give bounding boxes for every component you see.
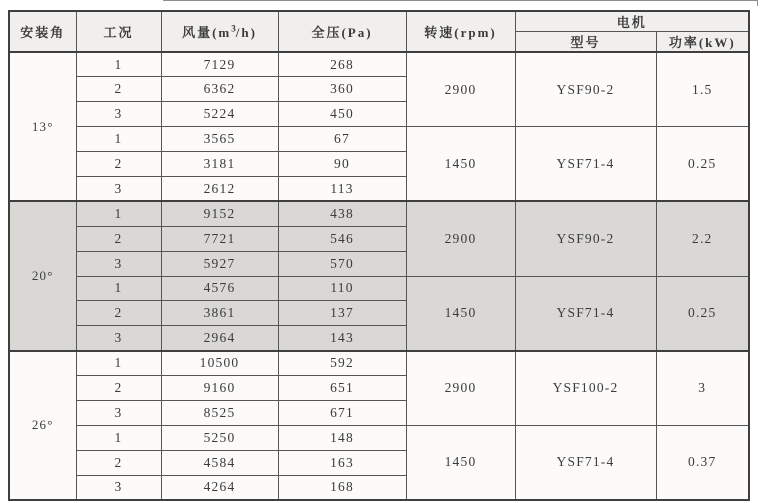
- table-row: [9, 351, 749, 376]
- model-cell: YSF90-2: [515, 52, 656, 127]
- airflow-cell: 3861: [161, 301, 278, 326]
- speed-cell: 1450: [406, 276, 515, 351]
- header-motor: 电机: [515, 11, 749, 32]
- airflow-cell: 3565: [161, 127, 278, 152]
- condition-cell: 3: [76, 251, 161, 276]
- condition-cell: 2: [76, 77, 161, 102]
- table-row: [9, 127, 749, 152]
- header-speed: 转速(rpm): [406, 11, 515, 52]
- model-cell: YSF71-4: [515, 127, 656, 202]
- pressure-cell: 143: [278, 326, 406, 351]
- condition-cell: 1: [76, 351, 161, 376]
- condition-cell: 2: [76, 152, 161, 177]
- airflow-cell: 7129: [161, 52, 278, 77]
- pressure-cell: 67: [278, 127, 406, 152]
- header-airflow-superscript: 3: [231, 23, 236, 34]
- condition-cell: 3: [76, 326, 161, 351]
- condition-cell: 3: [76, 400, 161, 425]
- airflow-cell: 9152: [161, 201, 278, 226]
- header-condition: 工况: [76, 11, 161, 52]
- angle-cell: 13°: [9, 52, 76, 201]
- fan-spec-table: [8, 10, 750, 501]
- airflow-cell: 5927: [161, 251, 278, 276]
- angle-cell: 26°: [9, 351, 76, 500]
- table-row: [9, 201, 749, 226]
- header-airflow: [161, 11, 278, 52]
- condition-cell: 2: [76, 226, 161, 251]
- model-cell: YSF100-2: [515, 351, 656, 426]
- model-cell: YSF71-4: [515, 276, 656, 351]
- power-cell: 0.25: [656, 276, 749, 351]
- condition-cell: 1: [76, 52, 161, 77]
- header-airflow-suffix: /h): [235, 25, 257, 40]
- pressure-cell: 546: [278, 226, 406, 251]
- condition-cell: 3: [76, 102, 161, 127]
- header-power: 功率(kW): [656, 32, 749, 53]
- pressure-cell: 110: [278, 276, 406, 301]
- condition-cell: 2: [76, 376, 161, 401]
- airflow-cell: 4264: [161, 475, 278, 500]
- airflow-cell: 10500: [161, 351, 278, 376]
- airflow-cell: 6362: [161, 77, 278, 102]
- table-row: [9, 276, 749, 301]
- condition-cell: 1: [76, 127, 161, 152]
- airflow-cell: 2612: [161, 176, 278, 201]
- angle-cell: 20°: [9, 201, 76, 350]
- table-header: [9, 11, 749, 52]
- header-model: 型号: [515, 32, 656, 53]
- speed-cell: 1450: [406, 127, 515, 202]
- pressure-cell: 168: [278, 475, 406, 500]
- pressure-cell: 570: [278, 251, 406, 276]
- condition-cell: 3: [76, 176, 161, 201]
- pressure-cell: 450: [278, 102, 406, 127]
- model-cell: YSF90-2: [515, 201, 656, 276]
- airflow-cell: 5224: [161, 102, 278, 127]
- power-cell: 1.5: [656, 52, 749, 127]
- table-body: [9, 52, 749, 500]
- airflow-cell: 7721: [161, 226, 278, 251]
- crop-artifact-corner-tick: [757, 0, 758, 6]
- pressure-cell: 113: [278, 176, 406, 201]
- pressure-cell: 438: [278, 201, 406, 226]
- airflow-cell: 9160: [161, 376, 278, 401]
- condition-cell: 2: [76, 301, 161, 326]
- power-cell: 2.2: [656, 201, 749, 276]
- power-cell: 0.37: [656, 425, 749, 500]
- airflow-cell: 4576: [161, 276, 278, 301]
- pressure-cell: 163: [278, 450, 406, 475]
- header-angle: 安装角: [9, 11, 76, 52]
- model-cell: YSF71-4: [515, 425, 656, 500]
- condition-cell: 3: [76, 475, 161, 500]
- airflow-cell: 8525: [161, 400, 278, 425]
- power-cell: 3: [656, 351, 749, 426]
- pressure-cell: 592: [278, 351, 406, 376]
- airflow-cell: 5250: [161, 425, 278, 450]
- crop-artifact-top-line: [163, 0, 758, 1]
- pressure-cell: 360: [278, 77, 406, 102]
- condition-cell: 1: [76, 201, 161, 226]
- airflow-cell: 3181: [161, 152, 278, 177]
- condition-cell: 2: [76, 450, 161, 475]
- airflow-cell: 2964: [161, 326, 278, 351]
- pressure-cell: 671: [278, 400, 406, 425]
- condition-cell: 1: [76, 276, 161, 301]
- condition-cell: 1: [76, 425, 161, 450]
- pressure-cell: 148: [278, 425, 406, 450]
- speed-cell: 2900: [406, 201, 515, 276]
- table-row: [9, 52, 749, 77]
- pressure-cell: 268: [278, 52, 406, 77]
- pressure-cell: 137: [278, 301, 406, 326]
- table-row: [9, 425, 749, 450]
- speed-cell: 2900: [406, 52, 515, 127]
- speed-cell: 2900: [406, 351, 515, 426]
- airflow-cell: 4584: [161, 450, 278, 475]
- header-airflow-prefix: 风量(m: [182, 25, 232, 40]
- header-pressure: 全压(Pa): [278, 11, 406, 52]
- speed-cell: 1450: [406, 425, 515, 500]
- pressure-cell: 651: [278, 376, 406, 401]
- pressure-cell: 90: [278, 152, 406, 177]
- power-cell: 0.25: [656, 127, 749, 202]
